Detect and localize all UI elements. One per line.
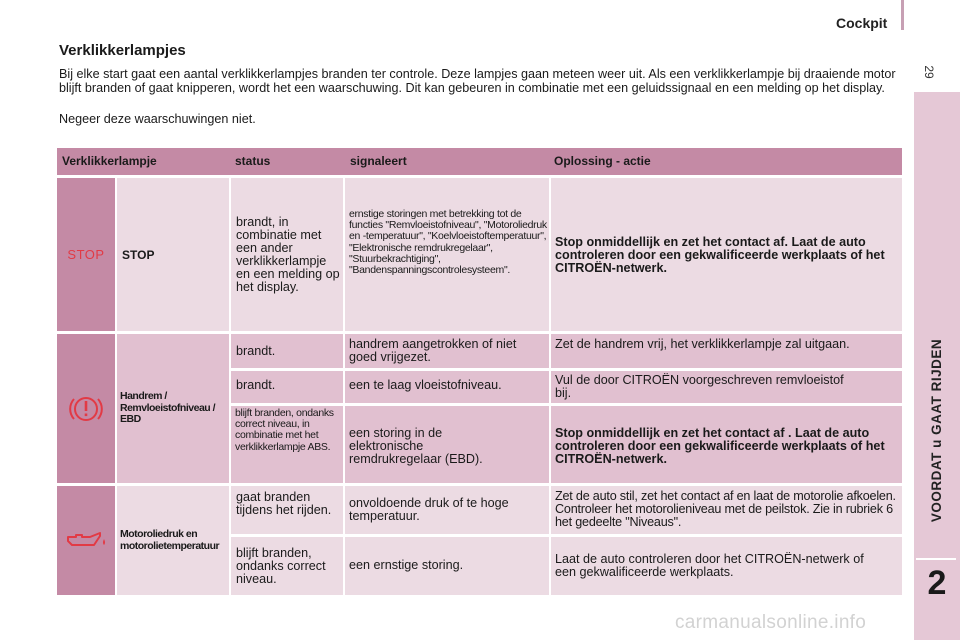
oil-pressure-icon [64,529,108,553]
table-row-brake-2-action [551,371,902,403]
table-row-stop-action [551,178,902,331]
brake-warning-icon [68,391,104,427]
oil-icon-cell [57,486,115,595]
signal-text: onvoldoende druk of te hoge temperatuur. [349,496,509,523]
signal-text: handrem aangetrokken of niet goed vrijgezet. [349,337,517,364]
signal-text: een ernstige storing. [349,558,464,572]
action-text: Stop onmiddellijk en zet het contact af . Laat de auto controleren door een gekwalificeerde werkplaats of het CITROËN-netwerk. [555,426,885,466]
section-note: Negeer deze waarschuwingen niet. [59,112,256,126]
table-row-brake-1-signal [345,334,549,368]
table-row-oil-2-status [231,537,343,595]
table-row-oil-1-status [231,486,343,534]
stop-icon-cell [57,178,115,331]
page-number: 29 [922,65,936,79]
table-header [57,148,902,175]
table-row-brake-3-action [551,406,902,483]
table-row-oil-1-signal [345,486,549,534]
status-text: blijft branden, ondanks correct niveau, in combinatie met het verklikkerlampje ABS. [235,407,334,453]
side-tab-divider [916,558,956,560]
status-text: brandt. [236,378,276,392]
table-row-brake-2-status [231,371,343,403]
table-row-stop-signal [345,178,549,331]
column-header-status: status [235,154,271,168]
table-row-oil-name [117,486,229,595]
signal-text: een storing in de elektronische remdrukregelaar (EBD). [349,426,483,466]
table-row-brake-name [117,334,229,483]
column-header-action: Oplossing - actie [554,154,651,168]
status-text: brandt, in combinatie met een ander verklikkerlampje en een melding op het display. [236,215,340,294]
status-text: gaat branden tijdens het rijden. [236,490,332,517]
action-text: Zet de handrem vrij, het verklikkerlampje zal uitgaan. [555,337,850,351]
brake-icon-cell [57,334,115,483]
action-text: Zet de auto stil, zet het contact af en laat de motorolie afkoelen. Controleer het motorolieniveau met de peilstok. Zie in rubriek 6 het gedeelte "Niveaus". [555,489,896,529]
signal-text: een te laag vloeistofniveau. [349,378,502,392]
chapter-side-label-wrap [914,310,960,550]
table-row-oil-2-signal [345,537,549,595]
table-row-brake-3-signal [345,406,549,483]
table-row-oil-2-action [551,537,902,595]
page-header-title: Cockpit [836,15,888,31]
chapter-number: 2 [927,564,947,602]
status-text: brandt. [236,344,276,358]
status-text: blijft branden, ondanks correct niveau. [236,546,326,586]
column-header-signal: signaleert [350,154,407,168]
table-row-brake-2-signal [345,371,549,403]
table-row-brake-1-action [551,334,902,368]
column-header-lamp: Verklikkerlampje [62,154,157,168]
section-intro: Bij elke start gaat een aantal verklikkerlampjes branden ter controle. Deze lampjes gaan meteen weer uit. Als een verklikkerlampje bij draaiende motor blijft branden of gaat knipperen, wordt het een waarschuwing. Dit kan gebeuren in combinatie met een geluidssignaal en een melding op het display. [59,67,896,95]
table-row-oil-1-action [551,486,902,534]
lamp-name: Handrem / Remvloeistofniveau / EBD [120,390,216,426]
header-divider [901,0,904,30]
table-row-brake-1-status [231,334,343,368]
chapter-side-label: VOORDAT u GAAT RIJDEN [929,338,945,522]
table-row-brake-3-status [231,406,343,483]
watermark: carmanualsonline.info [675,612,867,633]
action-text: Stop onmiddellijk en zet het contact af. Laat de auto controleren door een gekwalificeerde werkplaats of het CITROËN-netwerk. [555,235,885,275]
action-text: Vul de door CITROËN voorgeschreven remvloeistof bij. [555,373,844,400]
action-text: Laat de auto controleren door het CITROËN-netwerk of een gekwalificeerde werkplaats. [555,552,864,579]
lamp-name: Motoroliedruk en motorolietemperatuur [120,528,220,552]
table-row-stop-name [117,178,229,331]
stop-warning-icon: STOP [67,247,105,262]
signal-text: ernstige storingen met betrekking tot de functies "Remvloeistofniveau", "Motoroliedruk en -temperatuur", "Koelvloeistoftemperatuur", "Elektronische remdrukregelaar", "Stuurbekrachtiging", "Bandenspanningscontrolesysteem". [349,208,547,277]
lamp-name: STOP [122,247,155,262]
section-title: Verklikkerlampjes [59,42,186,59]
table-row-stop-status [231,178,343,331]
